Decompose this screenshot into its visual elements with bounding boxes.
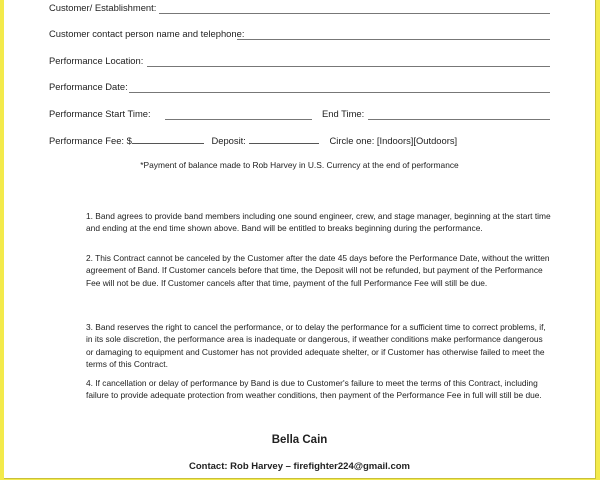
term-1: [86, 210, 552, 235]
signature-name: Bella Cain: [271, 434, 328, 446]
fee-blank[interactable]: [132, 134, 204, 144]
date-label: Performance Date:: [49, 81, 128, 92]
contact-line[interactable]: [237, 39, 550, 40]
term-2-text: 2. This Contract cannot be canceled by the Customer after the date 45 days before the Performance Date, without the written agreement of Band. If Customer cancels before that time, the Deposit will not be refunded, but payment of the Performance Fee will not be due. If Customer cancels after that time, payment of the full Performance Fee will still be due.: [86, 253, 550, 288]
end-time-label: End Time:: [322, 108, 365, 119]
term-1-text: 1. Band agrees to provide band members including one sound engineer, crew, and stage manager, beginning at the start time and ending at the end time shown above. Band will be entitled to breaks beginning during the performance.: [86, 211, 551, 234]
contact-label: Customer contact person name and telephone:: [49, 28, 245, 39]
location-line[interactable]: [147, 66, 550, 67]
start-time-label: Performance Start Time:: [49, 108, 151, 119]
start-time-line[interactable]: [165, 119, 312, 120]
end-time-line[interactable]: [368, 119, 550, 120]
customer-line[interactable]: [159, 13, 550, 14]
deposit-label: Deposit:: [211, 135, 246, 146]
fee-label: Performance Fee: $: [49, 135, 132, 146]
payment-note: *Payment of balance made to Rob Harvey in U.S. Currency at the end of performance: [140, 160, 459, 170]
date-line[interactable]: [129, 92, 550, 93]
term-3: [86, 321, 552, 371]
deposit-blank[interactable]: [249, 134, 319, 144]
term-4: [86, 377, 552, 402]
indoor-outdoor-label: Circle one: [Indoors][Outdoors]: [329, 135, 458, 146]
term-3-text: 3. Band reserves the right to cancel the performance, or to delay the performance for a sufficient time to correct problems, if, in its sole discretion, the performance area is inadequate or dangerous, if weather conditions make performance dangerous or damaging to equipment and Customer has not provided adequate shelter, or if Customer has otherwise failed to meet the terms of this Contract.: [86, 322, 546, 370]
contract-page: [4, 0, 596, 479]
term-2: [86, 252, 552, 289]
customer-label: Customer/ Establishment:: [49, 2, 157, 13]
location-label: Performance Location:: [49, 55, 144, 66]
contact-line-text: Contact: Rob Harvey – firefighter224@gmail.com: [189, 461, 410, 472]
term-4-text: 4. If cancellation or delay of performance by Band is due to Customer's failure to meet the terms of this Contract, including failure to provide adequate protection from weather conditions, then payment of the Performance Fee in full will still be due.: [86, 378, 542, 401]
fee-row: [49, 134, 457, 146]
